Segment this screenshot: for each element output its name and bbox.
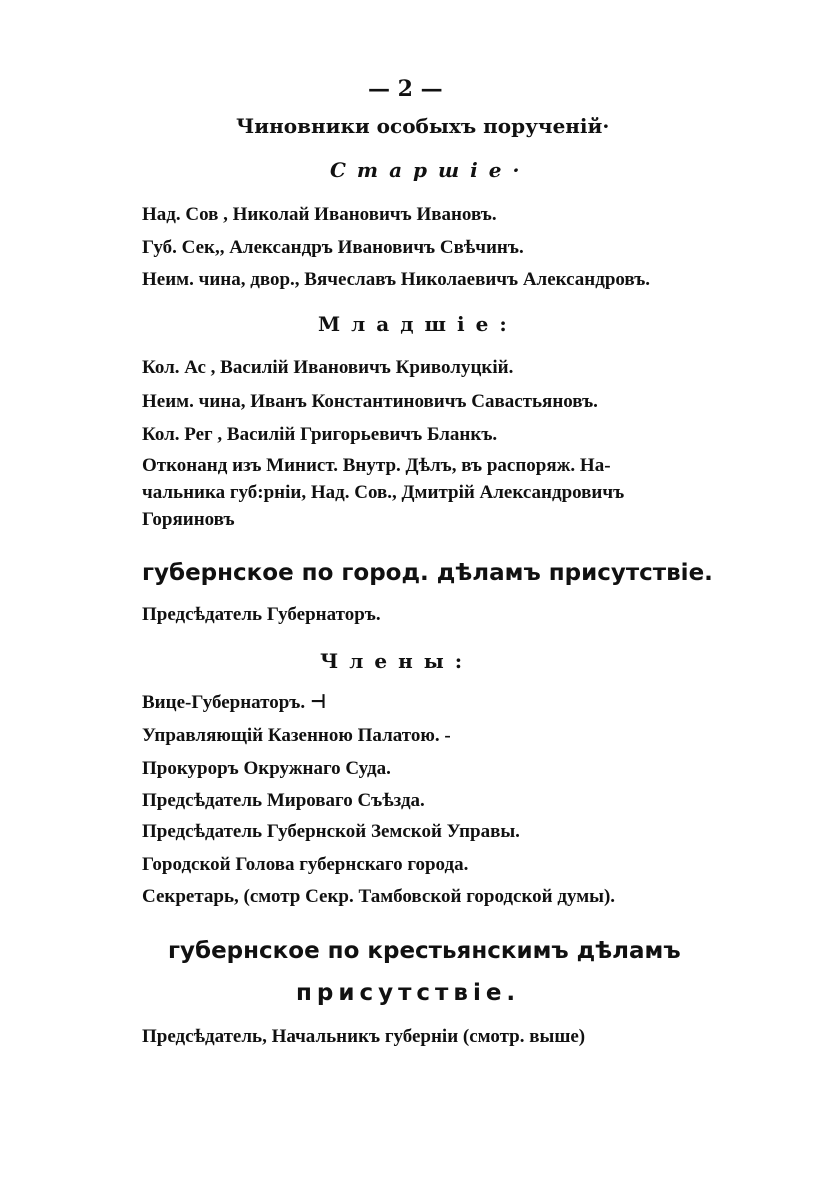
chairman-line: Предсѣдатель Губернаторъ. [142,604,381,625]
senior-entry: Над. Сов , Николай Ивановичъ Ивановъ. [142,204,497,225]
section-title-officials: Чиновники особыхъ порученій· [236,114,610,138]
section-title-peasant-affairs: губернское по крестьянскимъ дѣламъ [168,938,681,964]
member-entry: Вице-Губернаторъ. ⊣ [142,692,327,713]
page-number: — 2 — [368,76,443,102]
junior-entry: Кол. Рег , Василій Григорьевичъ Бланкъ. [142,424,498,445]
member-entry: Предсѣдатель Губернской Земской Управы. [142,821,520,842]
member-entry: Предсѣдатель Мироваго Съѣзда. [142,790,425,811]
member-entry: Городской Голова губернскаго города. [142,854,469,875]
chairman-line: Предсѣдатель, Начальникъ губерніи (смотр. выше) [142,1026,586,1047]
member-entry: Прокуроръ Окружнаго Суда. [142,758,391,779]
note-line: Отконанд изъ Минист. Внутр. Дѣлъ, въ распоряж. На- [142,455,611,476]
note-line: Горяиновъ [142,509,235,530]
junior-entry: Кол. Ас , Василій Ивановичъ Криволуцкій. [142,357,514,378]
member-entry: Секретарь, (смотр Секр. Тамбовской городской думы). [142,886,616,907]
section-title-city-affairs: губернское по город. дѣламъ присутствіе. [142,560,713,586]
section-title-peasant-affairs-line2: присутствіе. [296,980,521,1006]
subheader-members: Члены: [320,649,474,673]
subheader-senior: Старшіе· [330,158,531,182]
senior-entry: Неим. чина, двор., Вячеславъ Николаевичъ Александровъ. [142,269,651,290]
note-line: чальника губ:рніи, Над. Сов., Дмитрій Александровичъ [142,482,625,503]
senior-entry: Губ. Сек,, Александръ Ивановичъ Свѣчинъ. [142,237,524,258]
subheader-junior: Младшіе: [318,312,518,336]
junior-entry: Неим. чина, Иванъ Константиновичъ Савастьяновъ. [142,391,598,412]
member-entry: Управляющій Казенною Палатою. - [142,725,451,746]
